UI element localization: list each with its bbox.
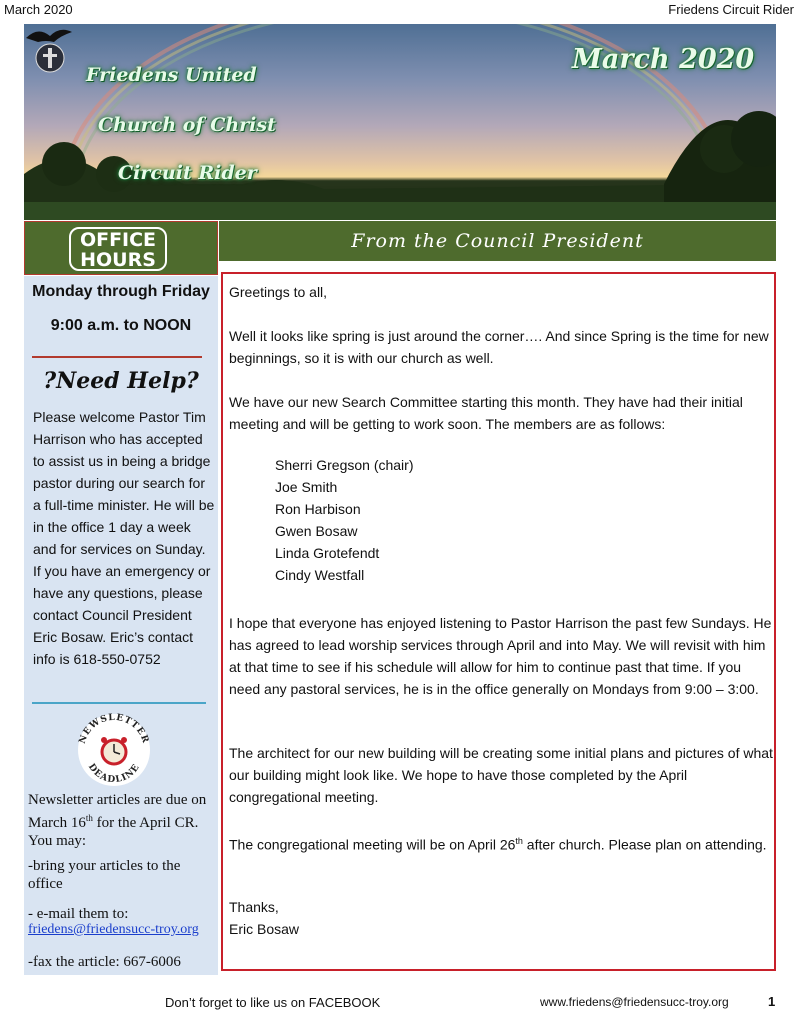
deadline-notice <box>28 791 218 850</box>
banner-title-line3: Circuit Rider <box>118 162 257 184</box>
letter-paragraph-4: The architect for our new building will be creating some initial plans and pictures of what our building might look like. We hope to have those completed by the April congregational meeting. <box>229 745 773 805</box>
deadline-notice-suffix: for the April CR. You may: <box>28 815 199 849</box>
banner-title-line2: Church of Christ <box>98 114 276 136</box>
letter-signature: Eric Bosaw <box>229 921 300 937</box>
submit-option-fax: -fax the article: 667-6006 <box>28 954 181 970</box>
office-hours-logo <box>69 227 167 271</box>
divider <box>32 702 206 704</box>
office-days: Monday through Friday <box>32 283 210 300</box>
banner <box>24 24 776 220</box>
church-emblem-icon <box>24 24 74 76</box>
section-heading-bar <box>219 221 776 261</box>
committee-members-list <box>275 454 414 586</box>
need-help-heading: ?Need Help? <box>43 368 199 394</box>
list-item: Gwen Bosaw <box>275 523 358 539</box>
list-item: Sherri Gregson (chair) <box>275 457 414 473</box>
office-hours-logo-line2: HOURS <box>80 249 156 271</box>
footer-website: www.friedens@friedensucc-troy.org <box>540 995 729 1009</box>
header-date: March 2020 <box>4 2 73 17</box>
letter-paragraph-5-prefix: The congregational meeting will be on April 26 <box>229 836 516 853</box>
letter-paragraph-5-suffix: after church. Please plan on attending. <box>522 836 767 853</box>
list-item: Joe Smith <box>275 479 338 495</box>
submit-option-email-label: - e-mail them to: <box>28 906 129 922</box>
footer-facebook-note: Don’t forget to like us on FACEBOOK <box>165 995 381 1010</box>
deadline-badge-top-text: NEWSLETTER <box>77 712 151 746</box>
sidebar <box>24 276 218 975</box>
letter-closing: Thanks, <box>229 899 279 915</box>
divider <box>32 356 202 358</box>
deadline-notice-sup: th <box>85 813 93 823</box>
page-number: 1 <box>768 994 776 1009</box>
deadline-badge-bottom-text: DEADLINE <box>85 762 143 786</box>
president-letter <box>221 272 776 971</box>
email-link[interactable]: friedens@friedensucc-troy.org <box>28 922 199 937</box>
list-item: Ron Harbison <box>275 501 361 517</box>
office-hours-header <box>24 221 218 275</box>
list-item: Cindy Westfall <box>275 567 365 583</box>
banner-date: March 2020 <box>572 44 755 75</box>
letter-paragraph-2: We have our new Search Committee starting this month. They have had their initial meeting and will be getting to work soon. The members are as follows: <box>229 394 743 432</box>
submit-option-bring: -bring your articles to the office <box>28 858 181 892</box>
letter-paragraph-3: I hope that everyone has enjoyed listening to Pastor Harrison the past few Sundays. He has agreed to lead worship services through April and into May. We will revisit with him at that time to see if his schedule will allow for him to continue past that time. If you need any pastoral services, he is in the office generally on Mondays from 9:00 – 3:00. <box>229 615 772 697</box>
letter-paragraph-5 <box>229 830 774 856</box>
office-hours-logo-line1: OFFICE <box>79 229 157 251</box>
help-text: Please welcome Pastor Tim Harrison who has accepted to assist us in being a bridge pastor during our search for a full-time minister. He will be in the office 1 day a week and for services on Sunday. If you have an emergency or have any questions, please contact Council President Eric Bosaw. Eric’s contact info is 618-550-0752 <box>33 409 215 667</box>
letter-paragraph-5-sup: th <box>515 836 523 846</box>
list-item: Linda Grotefendt <box>275 545 380 561</box>
deadline-notice-prefix: Newsletter articles are due on March 16 <box>28 792 207 831</box>
letter-greeting: Greetings to all, <box>229 284 328 300</box>
letter-paragraph-1: Well it looks like spring is just around the corner…. And since Spring is the time for new beginnings, so it is with our church as well. <box>229 328 769 366</box>
newsletter-deadline-badge-icon <box>74 710 154 788</box>
section-title: From the Council President <box>351 230 644 252</box>
header-publication: Friedens Circuit Rider <box>668 2 794 17</box>
banner-title-line1: Friedens United <box>86 64 257 86</box>
office-hours: 9:00 a.m. to NOON <box>50 317 192 334</box>
